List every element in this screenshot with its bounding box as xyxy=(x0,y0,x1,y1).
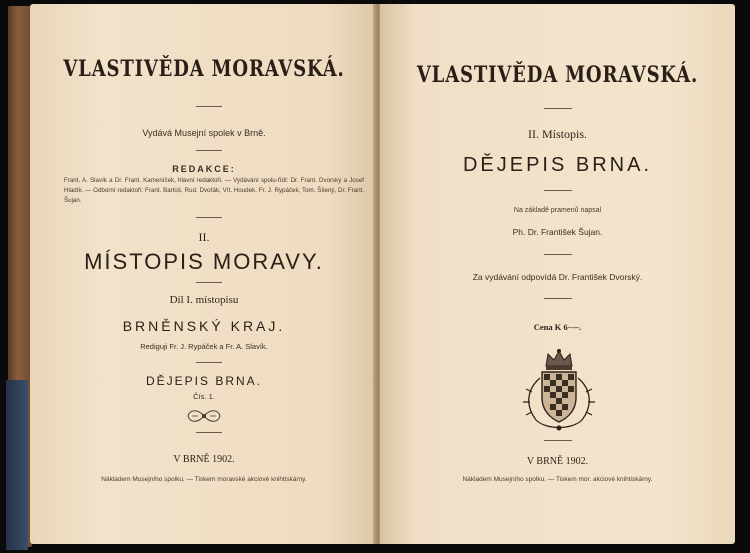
divider xyxy=(196,150,222,151)
right-page xyxy=(380,4,735,544)
divider xyxy=(196,217,222,218)
divider xyxy=(544,298,572,299)
floral-ornament-icon xyxy=(184,407,224,425)
responsible-line: Za vydávání odpovídá Dr. František Dvorský. xyxy=(472,272,643,282)
left-city-year: V BRNĚ 1902. xyxy=(173,454,235,465)
right-series-title: VLASTIVĚDA MORAVSKÁ. xyxy=(416,62,699,88)
section-line: II. Místopis. xyxy=(527,127,587,141)
left-imprint: Nákladem Musejního spolku. — Tiskem moravské akciové knihtiskárny. xyxy=(101,476,307,483)
price-line: Cena K 6·—. xyxy=(533,322,582,332)
editors-line: Rediguji Fr. J. Rypáček a Fr. A. Slavík. xyxy=(140,342,268,351)
redakce-text: Frant. A. Slavík a Dr. Frant. Kameníček, hlavní redaktoři. — Vydávání spolu-řídí: Dr. Frant. Dvorský a Josef Hladík. — Odborní redaktoři: Frant. Bartoš, Rud. Dvořák, Vít. Houdek, Fr. J. Rypáček, Tom. Šílený, Dr. Frant. Šujan. xyxy=(64,177,364,204)
volume-line: Díl I. místopisu xyxy=(169,294,239,306)
left-subtitle: DĚJEPIS BRNA. xyxy=(145,374,263,388)
divider xyxy=(196,282,222,283)
left-page xyxy=(30,4,378,544)
source-line: Na základě pramenů napsal xyxy=(513,207,602,214)
book-title: DĚJEPIS BRNA. xyxy=(462,154,653,176)
redakce-heading: REDAKCE: xyxy=(172,164,236,174)
left-publisher-line: Vydává Musejní spolek v Brně. xyxy=(142,128,266,138)
book-cover-edge xyxy=(6,380,28,550)
divider xyxy=(196,432,222,433)
divider xyxy=(544,440,572,441)
part-number: II. xyxy=(198,230,210,244)
region-title: BRNĚNSKÝ KRAJ. xyxy=(122,318,286,334)
divider xyxy=(544,190,572,191)
divider xyxy=(196,106,222,107)
right-imprint: Nákladem Musejního spolku. — Tiskem mor. akciové knihtiskárny. xyxy=(462,476,653,483)
left-series-title: VLASTIVĚDA MORAVSKÁ. xyxy=(63,56,345,82)
divider xyxy=(544,254,572,255)
right-city-year: V BRNĚ 1902. xyxy=(526,456,589,467)
issue-line: Čís. 1. xyxy=(193,392,215,401)
divider xyxy=(544,108,572,109)
crowned-coat-of-arms-icon xyxy=(518,348,600,434)
author-line: Ph. Dr. František Šujan. xyxy=(512,227,603,237)
divider xyxy=(196,362,222,363)
part-title: MÍSTOPIS MORAVY. xyxy=(84,249,324,274)
